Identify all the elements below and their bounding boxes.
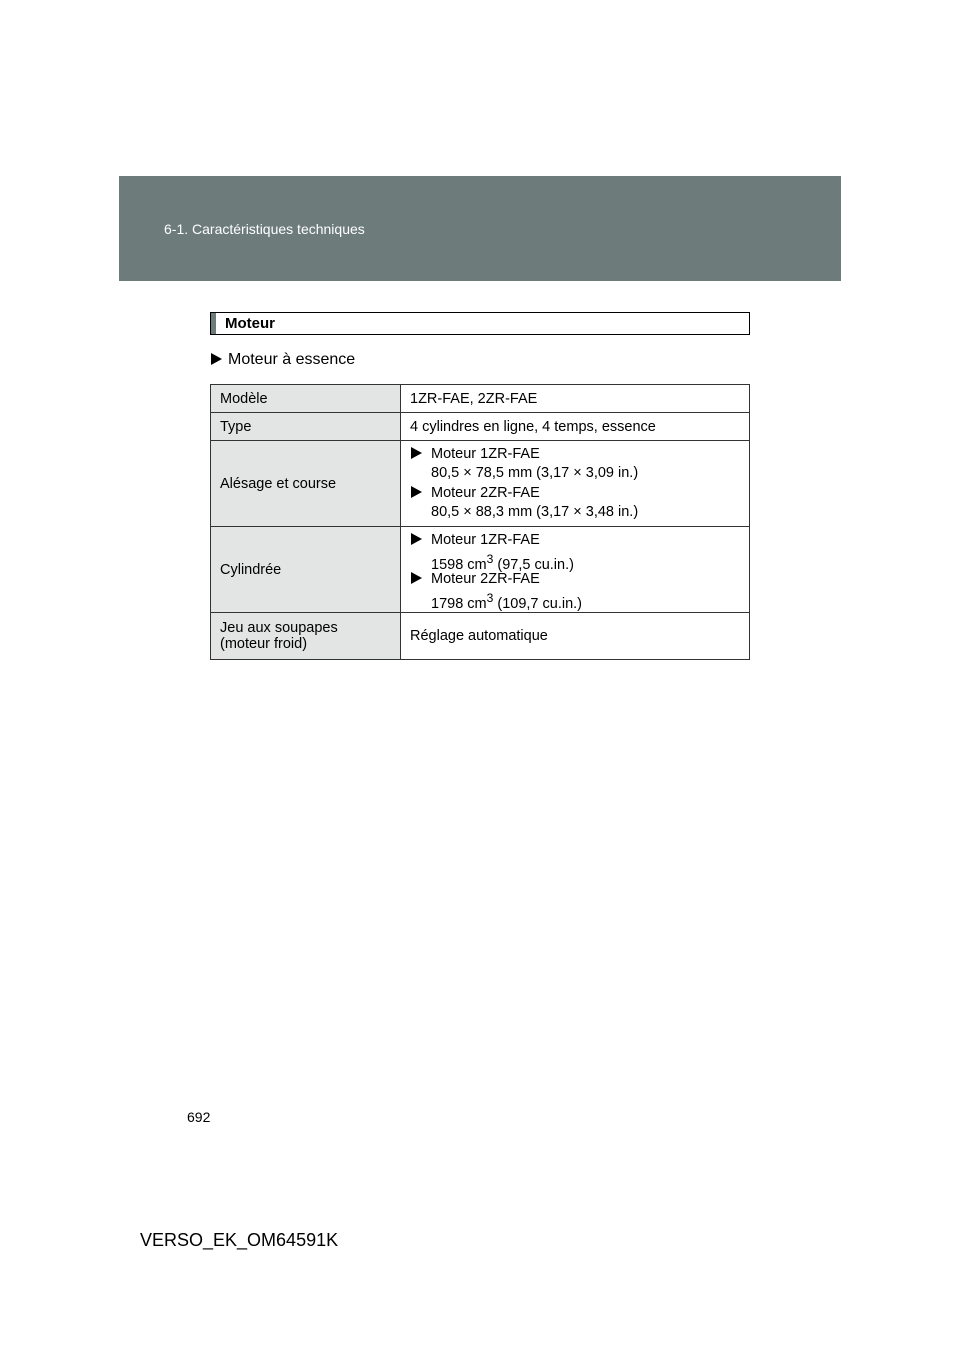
header-band: [119, 176, 841, 281]
row-value-alesage: [401, 441, 750, 527]
row-value-type: 4 cylindres en ligne, 4 temps, essence: [401, 413, 750, 441]
row-value-jeu: Réglage automatique: [401, 613, 750, 660]
footer-code: VERSO_EK_OM64591K: [140, 1230, 339, 1250]
displacement-line: [410, 589, 749, 612]
displacement-line: [410, 550, 749, 573]
header-section-title: 6-1. Caractéristiques techniques: [164, 221, 365, 237]
row-label-cylindree: Cylindrée: [211, 527, 401, 613]
section-heading-box: [210, 312, 750, 335]
triangle-bullet-icon: [411, 486, 422, 498]
section-heading-marker: [211, 313, 216, 334]
engine-line: [410, 484, 749, 504]
section-heading-title: Moteur: [225, 315, 275, 332]
bore-stroke-line: 80,5 × 88,3 mm (3,17 × 3,48 in.): [431, 504, 639, 520]
table-row: [211, 413, 750, 441]
subheading: [211, 351, 355, 369]
displacement-imperial: (109,7 cu.in.): [493, 595, 583, 612]
table-row: [211, 441, 750, 527]
superscript: 3: [486, 591, 494, 605]
row-label-alesage: Alésage et course: [211, 441, 401, 527]
displacement-value: 1798 cm: [431, 595, 487, 612]
engine-line: [410, 570, 749, 590]
superscript: 3: [486, 552, 494, 566]
row-label-modele: Modèle: [211, 385, 401, 413]
engine-name: Moteur 2ZR-FAE: [431, 484, 540, 501]
table-row: [211, 385, 750, 413]
engine-line: [410, 531, 749, 551]
table-row: [211, 527, 750, 613]
triangle-bullet-icon: [411, 447, 422, 459]
bore-stroke-line: 80,5 × 78,5 mm (3,17 × 3,09 in.): [431, 465, 639, 481]
engine-name: Moteur 1ZR-FAE: [431, 445, 540, 462]
label-line: (moteur froid): [220, 636, 308, 652]
displacement-value: 1598 cm: [431, 556, 487, 573]
engine-name: Moteur 1ZR-FAE: [431, 531, 540, 548]
label-line: Jeu aux soupapes: [220, 620, 338, 636]
row-value-modele: 1ZR-FAE, 2ZR-FAE: [401, 385, 750, 413]
triangle-bullet-icon: [411, 572, 422, 584]
row-label-jeu: [211, 613, 401, 660]
engine-name: Moteur 2ZR-FAE: [431, 570, 540, 587]
row-label-type: Type: [211, 413, 401, 441]
subheading-text: Moteur à essence: [228, 351, 356, 368]
spec-table: [210, 384, 750, 660]
triangle-bullet-icon: [211, 353, 222, 365]
row-value-cylindree: [401, 527, 750, 613]
page-number: 692: [187, 1109, 211, 1125]
triangle-bullet-icon: [411, 533, 422, 545]
displacement-imperial: (97,5 cu.in.): [493, 556, 574, 573]
engine-line: [410, 445, 749, 465]
table-row: [211, 613, 750, 660]
